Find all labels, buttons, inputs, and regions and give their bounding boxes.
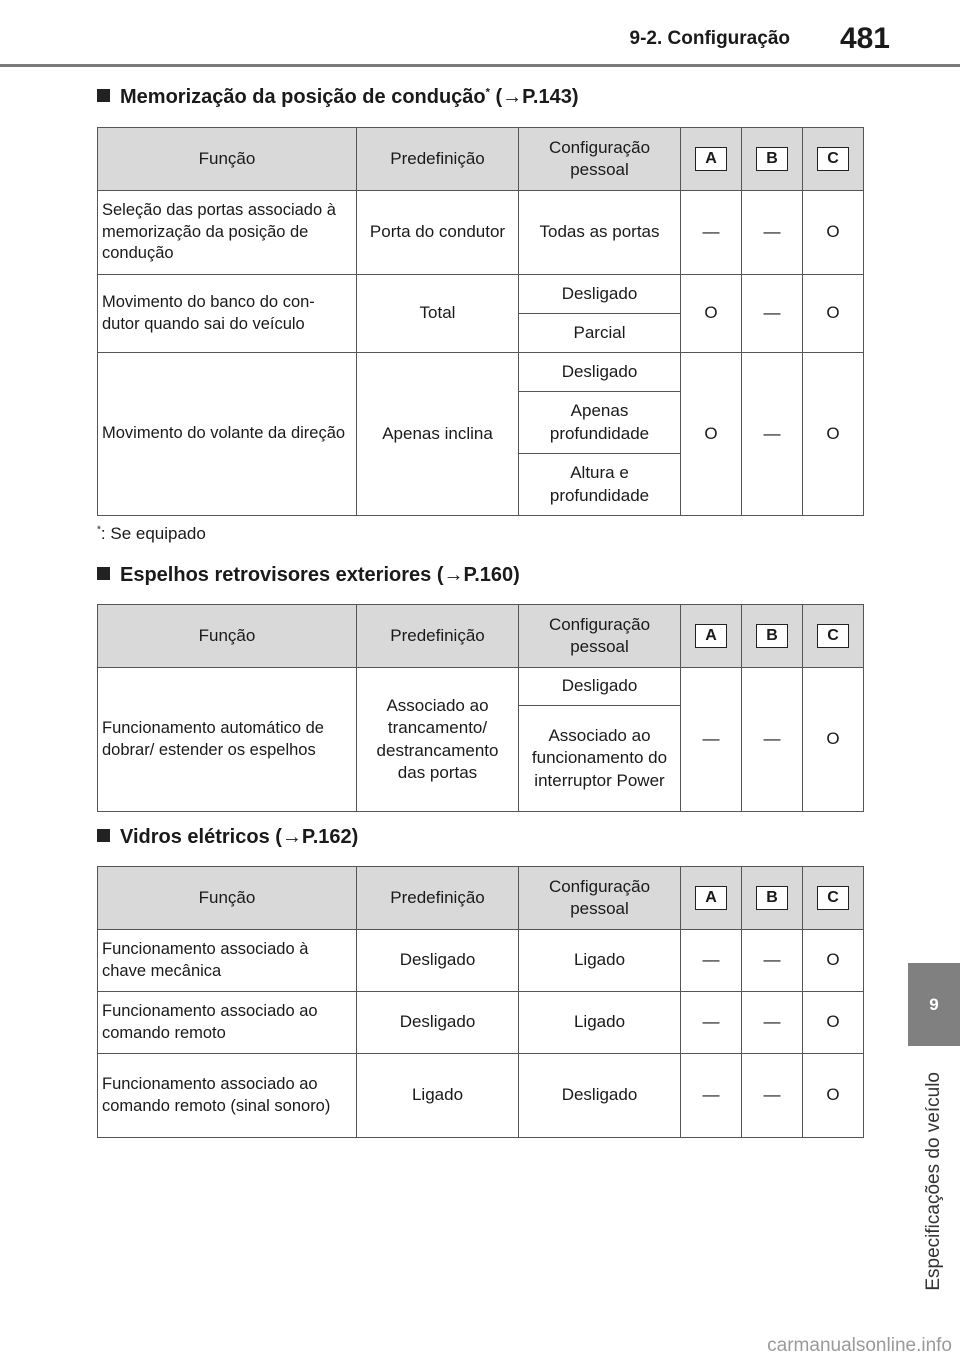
cell-default: Desligado [357, 992, 519, 1054]
cell-b: — [742, 1054, 803, 1138]
cell-config: Ligado [519, 992, 681, 1054]
table-row [98, 353, 864, 392]
footnote [97, 524, 206, 544]
cell-config: Desligado [519, 668, 681, 706]
letter-b-icon: B [756, 624, 788, 648]
page-reference: (→P.143) [495, 86, 579, 108]
cell-b: — [742, 930, 803, 992]
table-header-row [98, 867, 864, 930]
cell-function: Funcionamento automático de dobrar/ estender os espelhos [98, 668, 357, 812]
section-title: Vidros elétricos [120, 826, 270, 848]
cell-c: O [803, 191, 864, 275]
table-row [98, 1054, 864, 1138]
cell-default: Desligado [357, 930, 519, 992]
cell-a: — [681, 191, 742, 275]
cell-a: O [681, 275, 742, 353]
cell-a: — [681, 930, 742, 992]
cell-default: Porta do condutor [357, 191, 519, 275]
cell-default: Ligado [357, 1054, 519, 1138]
header-funcao: Função [98, 867, 357, 930]
header-a [681, 867, 742, 930]
cell-b: — [742, 353, 803, 516]
page-reference: (→P.160) [436, 564, 520, 586]
cell-b: — [742, 275, 803, 353]
section-header-title: 9-2. Configuração [629, 28, 790, 49]
cell-function: Movimento do volante da direção [98, 353, 357, 516]
cell-a: — [681, 668, 742, 812]
cell-config: Associado ao funcionamento do interruptor Power [519, 706, 681, 812]
cell-c: O [803, 992, 864, 1054]
cell-config: Apenas profundidade [519, 392, 681, 454]
table-row [98, 191, 864, 275]
settings-table-vidros [97, 866, 864, 1138]
section-title: Espelhos retrovisores exteriores [120, 564, 432, 586]
chapter-tab-label [908, 1046, 960, 1316]
cell-a: — [681, 1054, 742, 1138]
cell-a: — [681, 992, 742, 1054]
cell-b: — [742, 992, 803, 1054]
header-c [803, 128, 864, 191]
section-title: Memorização da posição de condução [120, 86, 486, 108]
chapter-tab-number: 9 [908, 963, 960, 1046]
header-c [803, 605, 864, 668]
cell-a: O [681, 353, 742, 516]
header-b [742, 867, 803, 930]
cell-c: O [803, 930, 864, 992]
cell-b: — [742, 191, 803, 275]
chapter-title: Especificações do veículo [923, 1071, 944, 1291]
cell-c: O [803, 668, 864, 812]
header-b [742, 605, 803, 668]
header-funcao: Função [98, 605, 357, 668]
bullet-square-icon [97, 829, 110, 842]
section-heading-vidros [97, 826, 358, 849]
table-row [98, 992, 864, 1054]
header-divider [0, 64, 960, 67]
table-row [98, 275, 864, 314]
letter-a-icon: A [695, 147, 727, 171]
cell-config: Ligado [519, 930, 681, 992]
cell-function: Movimento do banco do con-dutor quando sai do veículo [98, 275, 357, 353]
header-predefinicao: Predefinição [357, 605, 519, 668]
header-a [681, 605, 742, 668]
section-heading-memorizacao [97, 86, 579, 109]
settings-table-espelhos [97, 604, 864, 812]
cell-default: Total [357, 275, 519, 353]
letter-c-icon: C [817, 624, 849, 648]
cell-function: Funcionamento associado ao comando remoto (sinal sonoro) [98, 1054, 357, 1138]
header-c [803, 867, 864, 930]
cell-function: Seleção das portas associado à memorização da posição de condução [98, 191, 357, 275]
footnote-marker: * [485, 86, 490, 99]
footnote-text: : Se equipado [100, 524, 206, 543]
cell-config: Parcial [519, 314, 681, 353]
header-predefinicao: Predefinição [357, 867, 519, 930]
table-header-row [98, 605, 864, 668]
watermark-text: carmanualsonline.info [767, 1335, 952, 1356]
letter-a-icon: A [695, 624, 727, 648]
header-predefinicao: Predefinição [357, 128, 519, 191]
letter-b-icon: B [756, 886, 788, 910]
page-number: 481 [839, 22, 890, 55]
cell-default: Apenas inclina [357, 353, 519, 516]
bullet-square-icon [97, 89, 110, 102]
table-row [98, 668, 864, 706]
header-funcao: Função [98, 128, 357, 191]
cell-b: — [742, 668, 803, 812]
page-reference: (→P.162) [275, 826, 359, 848]
bullet-square-icon [97, 567, 110, 580]
cell-function: Funcionamento associado ao comando remoto [98, 992, 357, 1054]
letter-c-icon: C [817, 886, 849, 910]
cell-c: O [803, 353, 864, 516]
cell-config: Desligado [519, 275, 681, 314]
header-configuracao: Configuração pessoal [519, 128, 681, 191]
letter-a-icon: A [695, 886, 727, 910]
header-b [742, 128, 803, 191]
cell-function: Funcionamento associado à chave mecânica [98, 930, 357, 992]
cell-c: O [803, 275, 864, 353]
cell-config: Desligado [519, 1054, 681, 1138]
cell-default: Associado ao trancamento/ destrancamento das portas [357, 668, 519, 812]
footnote-marker: * [97, 524, 101, 536]
settings-table-memorizacao [97, 127, 864, 516]
letter-b-icon: B [756, 147, 788, 171]
cell-config: Altura e profundidade [519, 454, 681, 516]
table-header-row [98, 128, 864, 191]
cell-config: Desligado [519, 353, 681, 392]
cell-c: O [803, 1054, 864, 1138]
letter-c-icon: C [817, 147, 849, 171]
header-configuracao: Configuração pessoal [519, 605, 681, 668]
section-heading-espelhos [97, 564, 520, 587]
header-a [681, 128, 742, 191]
header-configuracao: Configuração pessoal [519, 867, 681, 930]
table-row [98, 930, 864, 992]
cell-config: Todas as portas [519, 191, 681, 275]
